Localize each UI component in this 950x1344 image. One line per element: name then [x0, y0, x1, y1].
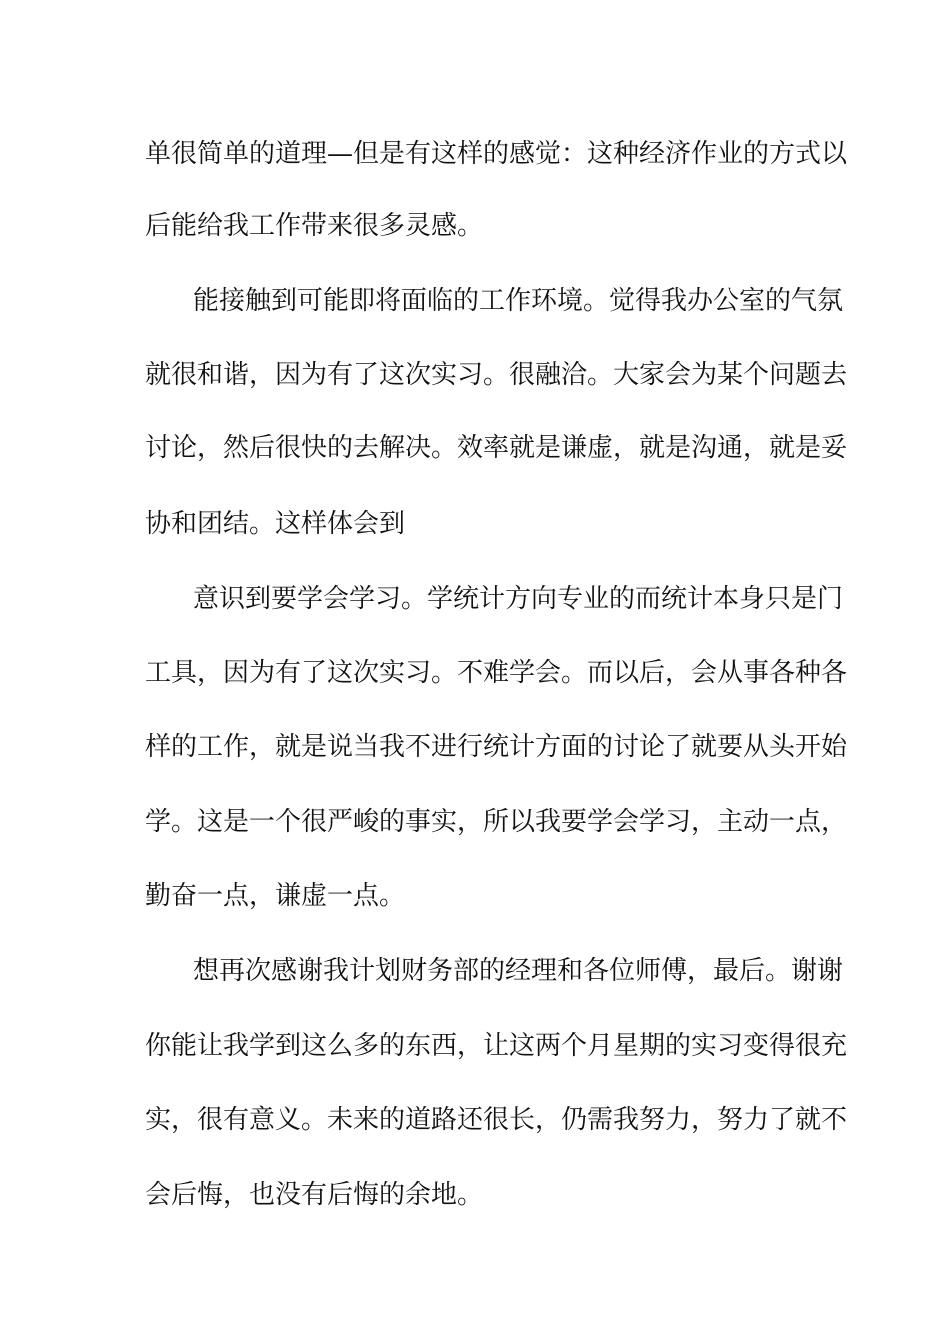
text-line: 实，很有意义。未来的道路还很长，仍需我努力，努力了就不: [145, 1105, 848, 1135]
text-line: 后能给我工作带来很多灵感。: [145, 211, 484, 241]
paragraph-start-line: 能接触到可能即将面临的工作环境。觉得我办公室的气氛: [193, 286, 844, 316]
text-line: 勤奋一点，谦虚一点。: [145, 881, 406, 911]
paragraph-start-line: 想再次感谢我计划财务部的经理和各位师傅，最后。谢谢: [193, 956, 844, 986]
paragraph-start-line: 意识到要学会学习。学统计方向专业的而统计本身只是门: [193, 584, 844, 614]
text-line: 样的工作，就是说当我不进行统计方面的讨论了就要从头开始: [145, 732, 848, 762]
text-line: 单很简单的道理—但是有这样的感觉：这种经济作业的方式以: [145, 139, 848, 169]
text-line: 会后悔，也没有后悔的余地。: [145, 1180, 484, 1210]
text-line: 学。这是一个很严峻的事实，所以我要学会学习，主动一点，: [145, 807, 848, 837]
text-line: 你能让我学到这么多的东西，让这两个月星期的实习变得很充: [145, 1031, 848, 1061]
text-line: 就很和谐，因为有了这次实习。很融洽。大家会为某个问题去: [145, 360, 848, 390]
text-line: 工具，因为有了这次实习。不难学会。而以后，会从事各种各: [145, 658, 848, 688]
text-line: 协和团结。这样体会到: [145, 509, 406, 539]
text-line: 讨论，然后很快的去解决。效率就是谦虚，就是沟通，就是妥: [145, 433, 848, 463]
